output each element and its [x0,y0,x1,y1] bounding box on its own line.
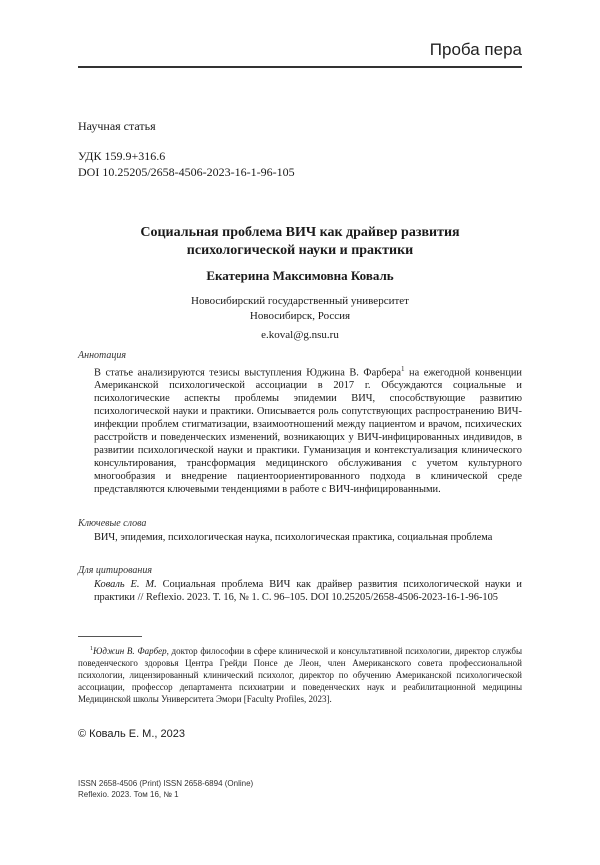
abstract-label: Аннотация [78,350,127,361]
citation-text [94,578,522,604]
article-title [78,224,522,260]
running-header [78,40,522,68]
issn-line: ISSN 2658-4506 (Print) ISSN 2658-6894 (Online) [78,779,254,788]
city: Новосибирск, Россия [249,310,351,322]
journal-issue: Reflexio. 2023. Том 16, № 1 [78,790,179,799]
footnote-mark: 1 [90,646,93,652]
keywords-label: Ключевые слова [78,518,147,529]
udk-code: УДК 159.9+316.6 [78,149,166,163]
citation-label: Для цитирования [78,565,152,576]
author-email[interactable]: e.koval@g.nsu.ru [261,329,339,341]
copyright: © Коваль Е. М., 2023 [78,728,185,740]
citation-author: Коваль Е. М. [94,579,157,590]
author-name: Екатерина Максимовна Коваль [206,268,394,283]
title-line-1: Социальная проблема ВИЧ как драйвер развития [140,225,460,240]
university: Новосибирский государственный университет [191,295,409,307]
doi-code: DOI 10.25205/2658-4506-2023-16-1-96-105 [78,165,295,179]
citation-body: Социальная проблема ВИЧ как драйвер развития психологической науки и практики // Reflexio. 2023. Т. 16, № 1. С. 96–105. DOI 10.25205/2658-4506-2023-16-1-96-105 [94,579,522,603]
abstract-text [94,363,522,496]
header-divider [78,66,522,68]
footnote-divider [78,636,142,637]
abstract-part-1: В статье анализируются тезисы выступления Юджина В. Фарбера [94,367,401,379]
footnote-text: , доктор философии в сфере клинической и консультативной психологии, директор службы поведенческого здоровья Центра Грейди Понсе де Леон, член Американского совета профессиональной психологии, лицензированный клинический психолог, директор по обучению Американской психологической ассоциации, профессор департамента психиатрии и поведенческих наук и реабилитационной медицины Медицинской школы Университета Эмори [Faculty Profiles, 2023]. [78,646,522,704]
article-meta [78,118,295,180]
article-type: Научная статья [78,119,156,133]
title-line-2: психологической науки и практики [186,243,414,258]
footnote-person: Юджин В. Фарбер [93,646,167,656]
abstract-part-2: на ежегодной конвенции Американской психологической ассоциации в 2017 г. Обсуждаются социальные и психологические аспекты проблемы эпидемии ВИЧ, способствующие развитию психологической науки и практики. Описывается роль сопутствующих распространению ВИЧ-инфекции проблем стигматизации, взаимоотношений между пациентом и врачом, психических расстройств и поведенческих изменений, возникающих у ВИЧ-инфицированных индивидов, в развитии психологической науки и практики. Гуманизация и контекстуализация клинического консультирования, трансформация медицинского обслуживания с учетом культурного многообразия и внедрение пациентоориентированного подхода в клинической среде представляются ключевыми тенденциями в работе с ВИЧ-инфицированными. [94,367,522,496]
keywords-text: ВИЧ, эпидемия, психологическая наука, психологическая практика, социальная проблема [94,532,493,543]
footnote [78,643,522,705]
affiliation [78,294,522,343]
issn-info [78,778,253,800]
footnote-ref[interactable]: 1 [401,365,405,373]
section-title: Проба пера [429,40,522,59]
